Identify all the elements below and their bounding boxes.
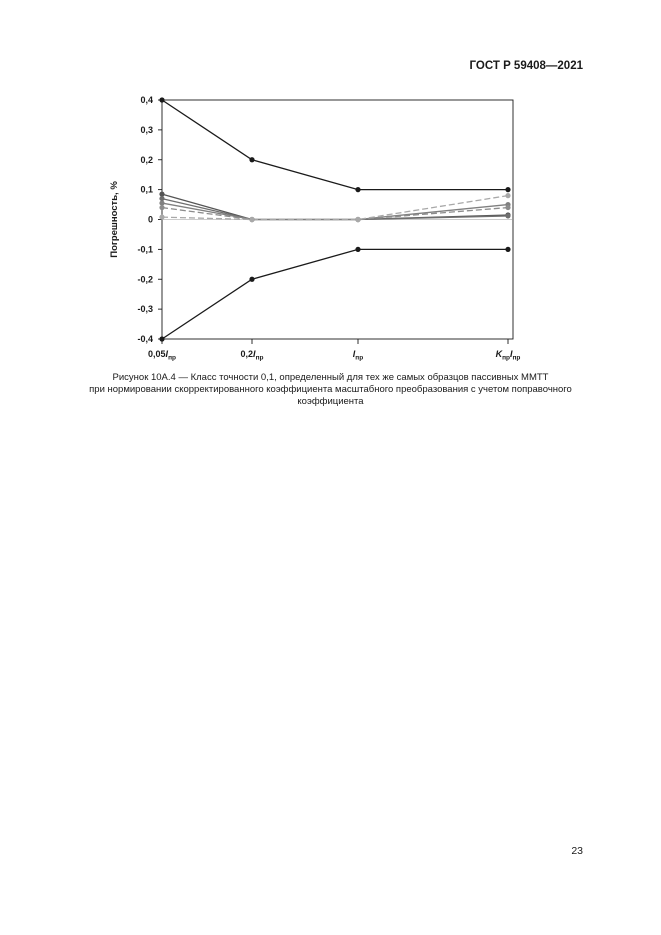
series-7-point-2 <box>249 217 254 222</box>
series-1-point-2 <box>249 157 254 162</box>
x-tick-label: $I_{пр}$ <box>352 349 364 362</box>
series-line-2 <box>162 249 508 339</box>
series-1-point-3 <box>355 187 360 192</box>
caption-line-3: коэффициента <box>297 396 364 407</box>
series-6-point-1 <box>159 205 164 210</box>
series-5-point-1 <box>159 200 164 205</box>
chart-axes <box>158 100 513 344</box>
series-1-point-4 <box>505 187 510 192</box>
series-7-point-3 <box>355 217 360 222</box>
chart-tick-labels <box>109 95 520 362</box>
series-2-point-3 <box>355 247 360 252</box>
series-7-point-1 <box>159 215 164 220</box>
series-line-7 <box>162 196 508 220</box>
series-2-point-4 <box>505 247 510 252</box>
y-tick-label: 0,1 <box>140 184 153 195</box>
x-tick-label: $0,05I_{пр}$ <box>148 349 176 362</box>
y-tick-label: 0 <box>147 214 153 225</box>
y-tick-label: 0,2 <box>140 154 153 165</box>
y-tick-label: -0,1 <box>137 244 153 255</box>
series-line-1 <box>162 100 508 190</box>
series-2-point-1 <box>159 336 164 341</box>
caption-line-2: при нормировании скорректированного коэффициента масштабного преобразования с учетом поправочного <box>89 384 572 395</box>
series-6-point-4 <box>505 205 510 210</box>
y-tick-label: 0,3 <box>140 124 153 135</box>
y-tick-label: -0,4 <box>137 334 153 344</box>
series-4-point-4 <box>505 213 510 218</box>
x-tick-label: $0,2I_{пр}$ <box>240 349 264 362</box>
series-2-point-2 <box>249 277 254 282</box>
caption-line-1: Рисунок 10А.4 — Класс точности 0,1, определенный для тех же самых образцов пассивных ММТТ <box>112 372 549 383</box>
series-4-point-1 <box>159 196 164 201</box>
y-tick-label: -0,3 <box>137 304 153 315</box>
series-1-point-1 <box>159 97 164 102</box>
y-tick-label: 0,4 <box>140 95 153 105</box>
series-7-point-4 <box>505 193 510 198</box>
y-tick-label: -0,2 <box>137 274 153 285</box>
document-standard-number: ГОСТ Р 59408—2021 <box>469 60 583 72</box>
series-line-3 <box>162 194 508 219</box>
y-axis-label: Погрешность, % <box>109 181 120 258</box>
error-chart <box>0 0 661 400</box>
figure-caption <box>60 372 601 408</box>
page-number: 23 <box>571 845 583 857</box>
x-tick-label: $K_{пр}I_{пр}$ <box>495 349 521 362</box>
series-3-point-1 <box>159 192 164 197</box>
